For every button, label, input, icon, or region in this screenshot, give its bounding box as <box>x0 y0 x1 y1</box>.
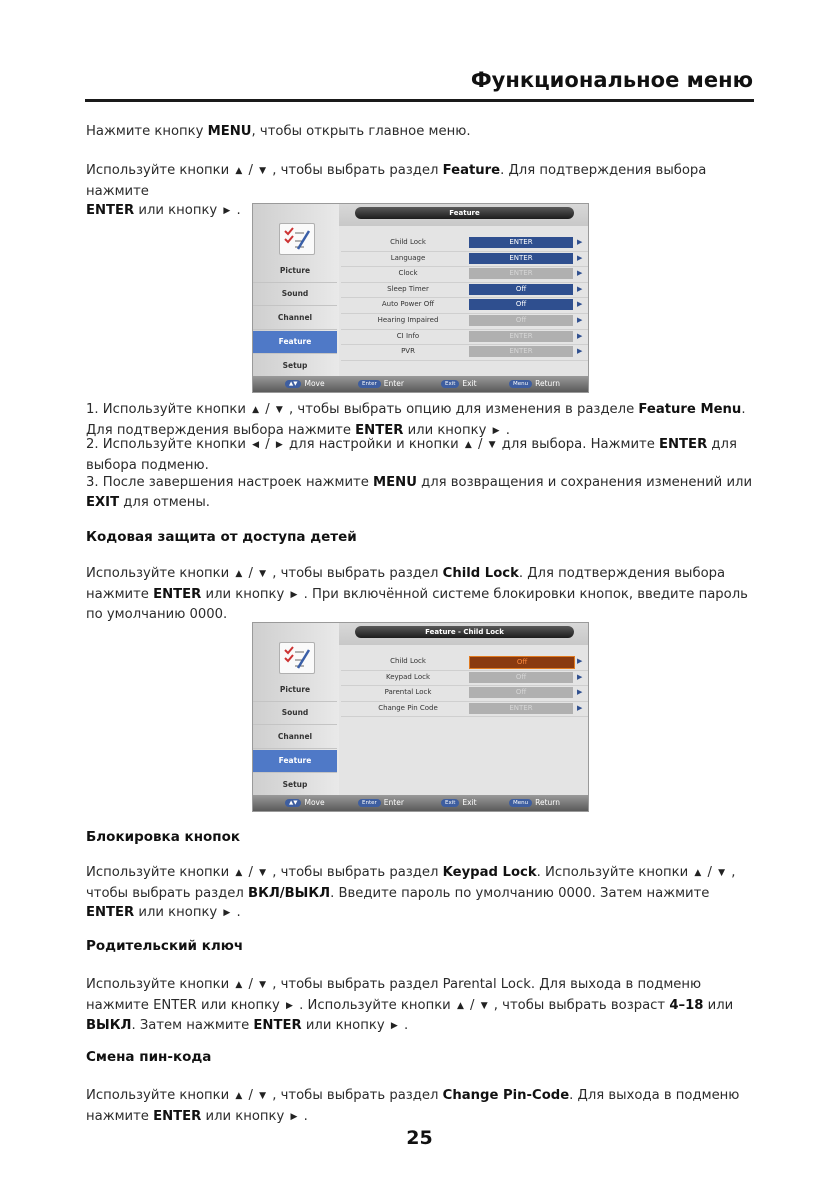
footer-return: Menu Return <box>509 795 560 811</box>
up-arrow-icon: ▲ <box>235 166 243 176</box>
up-arrow-icon: ▲ <box>252 405 260 415</box>
right-arrow-icon: ▶ <box>577 657 583 665</box>
sidebar-item-channel[interactable]: Channel <box>253 726 337 749</box>
option-label: Hearing Impaired <box>377 316 439 324</box>
footer-return: Menu Return <box>509 376 560 392</box>
page-title: Функциональное меню <box>470 68 753 92</box>
up-arrow-icon: ▲ <box>456 1000 464 1011</box>
right-arrow-icon: ▶ <box>390 1021 398 1031</box>
sidebar-item-setup[interactable]: Setup <box>253 355 337 378</box>
option-value[interactable]: ENTER <box>469 253 573 264</box>
right-arrow-icon: ▶ <box>577 347 583 356</box>
checklist-icon <box>279 223 315 255</box>
right-arrow-icon: ▶ <box>577 316 583 324</box>
step-1: 1. Используйте кнопки ▲ / ▼ , чтобы выбрать опцию для изменения в разделе Feature Menu. Для подтверждения выбора нажмите ENTER или кнопку ▶ . <box>86 400 756 441</box>
right-arrow-icon: ▶ <box>290 1111 298 1122</box>
option-label: Change Pin Code <box>378 703 438 712</box>
option-label: Sleep Timer <box>387 284 429 293</box>
step-3: 3. После завершения настроек нажмите MENU для возвращения и сохранения изменений или EXIT для отмены. <box>86 475 753 510</box>
menu-header: Feature <box>355 207 574 219</box>
menu-footer <box>253 376 588 392</box>
option-row[interactable] <box>341 344 588 361</box>
option-row[interactable] <box>341 235 588 252</box>
right-arrow-icon: ▶ <box>577 703 583 712</box>
right-arrow-icon: ▶ <box>577 672 583 681</box>
menu-footer <box>253 795 588 811</box>
pin-code-heading: Смена пин-кода <box>86 1049 212 1065</box>
option-label: Language <box>390 253 426 262</box>
up-arrow-icon: ▲ <box>235 1091 243 1101</box>
right-arrow-icon: ▶ <box>577 284 583 293</box>
down-arrow-icon: ▼ <box>259 980 267 990</box>
pin-code-text: Используйте кнопки ▲ / ▼ , чтобы выбрать раздел Change Pin-Code. Для выхода в подменю нажмите ENTER или кнопку ▶ . <box>86 1086 756 1127</box>
option-label: PVR <box>401 347 415 356</box>
sidebar-item-feature[interactable]: Feature <box>253 331 337 354</box>
right-arrow-icon: ▶ <box>577 269 583 278</box>
down-arrow-icon: ▼ <box>259 569 267 579</box>
down-arrow-icon: ▼ <box>488 440 496 450</box>
up-arrow-icon: ▲ <box>235 569 243 579</box>
sidebar-item-setup[interactable]: Setup <box>253 774 337 797</box>
right-arrow-icon: ▶ <box>275 440 283 450</box>
option-label: Parental Lock <box>384 688 432 697</box>
footer-move: ▲▼ Move <box>285 376 325 392</box>
option-value[interactable]: ENTER <box>469 331 573 342</box>
option-value[interactable]: ENTER <box>469 703 573 714</box>
right-arrow-icon: ▶ <box>290 589 298 600</box>
down-arrow-icon: ▼ <box>259 868 267 878</box>
footer-exit: Exit Exit <box>441 376 477 392</box>
option-label: Keypad Lock <box>385 672 431 681</box>
option-row[interactable] <box>341 313 588 330</box>
child-lock-menu-screenshot <box>252 622 589 812</box>
footer-enter: Enter Enter <box>358 376 404 392</box>
keypad-lock-heading: Блокировка кнопок <box>86 829 241 845</box>
up-arrow-icon: ▲ <box>235 980 243 990</box>
option-value[interactable]: ENTER <box>469 346 573 357</box>
title-rule <box>85 99 754 102</box>
right-arrow-icon: ▶ <box>577 688 583 697</box>
sidebar-item-feature[interactable]: Feature <box>253 750 337 773</box>
up-arrow-icon: ▲ <box>235 868 243 878</box>
page-number: 25 <box>406 1127 433 1149</box>
option-row[interactable] <box>341 654 588 671</box>
up-arrow-icon: ▲ <box>694 868 702 878</box>
sidebar-item-picture[interactable]: Picture <box>253 679 337 702</box>
footer-exit: Exit Exit <box>441 795 477 811</box>
right-arrow-icon: ▶ <box>223 206 231 216</box>
option-row[interactable] <box>341 670 588 687</box>
option-label: CI Info <box>396 331 420 340</box>
option-row[interactable] <box>341 685 588 702</box>
option-label: Clock <box>398 269 418 278</box>
up-arrow-icon: ▲ <box>464 440 472 450</box>
child-lock-text: Используйте кнопки ▲ / ▼ , чтобы выбрать раздел Child Lock. Для подтверждения выбора нажмите ENTER или кнопку ▶ . При включённой системе блокировки кнопок, введите пароль по умолчанию 0000. <box>86 566 748 622</box>
footer-enter: Enter Enter <box>358 795 404 811</box>
option-label: Child Lock <box>390 238 426 246</box>
option-label: Auto Power Off <box>381 300 435 309</box>
sidebar-item-sound[interactable]: Sound <box>253 702 337 725</box>
option-row[interactable] <box>341 297 588 314</box>
option-value[interactable]: Off <box>469 284 573 295</box>
down-arrow-icon: ▼ <box>259 1091 267 1101</box>
feature-menu-screenshot <box>252 203 589 393</box>
option-value[interactable]: Off <box>469 687 573 698</box>
intro-paragraph-2: Используйте кнопки ▲ / ▼ , чтобы выбрать раздел Feature. Для подтверждения выбора нажмите ENTER или кнопку ▶ . <box>86 161 756 222</box>
parental-lock-text: Используйте кнопки ▲ / ▼ , чтобы выбрать раздел Parental Lock. Для выхода в подменю нажмите ENTER или кнопку ▶ . Используйте кнопки ▲ / ▼ , чтобы выбрать возраст 4–18 или ВЫКЛ. Затем нажмите ENTER или кнопку ▶ . <box>86 975 756 1037</box>
sidebar-item-channel[interactable]: Channel <box>253 307 337 330</box>
step-2: 2. Используйте кнопки ◀ / ▶ для настройки и кнопки ▲ / ▼ для выбора. Нажмите ENTER для выбора подменю. <box>86 437 737 473</box>
option-row[interactable] <box>341 701 588 718</box>
child-lock-heading: Кодовая защита от доступа детей <box>86 529 357 545</box>
left-arrow-icon: ◀ <box>252 440 260 450</box>
option-row[interactable] <box>341 266 588 283</box>
down-arrow-icon: ▼ <box>259 166 267 176</box>
down-arrow-icon: ▼ <box>480 1000 488 1011</box>
option-value[interactable]: Off <box>469 656 575 669</box>
checklist-icon <box>279 642 315 674</box>
right-arrow-icon: ▶ <box>577 300 583 309</box>
keypad-lock-text: Используйте кнопки ▲ / ▼ , чтобы выбрать раздел Keypad Lock. Используйте кнопки ▲ / ▼ , чтобы выбрать раздел ВКЛ/ВЫКЛ. Введите пароль по умолчанию 0000. Затем нажмите ENTER или кнопку ▶ . <box>86 863 756 924</box>
menu-header: Feature - Child Lock <box>355 626 574 638</box>
right-arrow-icon: ▶ <box>577 331 583 340</box>
right-arrow-icon: ▶ <box>286 1000 293 1011</box>
option-row[interactable] <box>341 329 588 346</box>
sidebar-item-picture[interactable]: Picture <box>253 260 337 283</box>
option-value[interactable]: ENTER <box>469 268 573 279</box>
parental-lock-heading: Родительский ключ <box>86 938 244 954</box>
right-arrow-icon: ▶ <box>577 238 583 246</box>
option-row[interactable] <box>341 282 588 299</box>
option-value[interactable]: Off <box>469 315 573 326</box>
option-value[interactable]: Off <box>469 299 573 310</box>
option-row[interactable] <box>341 251 588 268</box>
option-label: Child Lock <box>390 657 426 665</box>
footer-move: ▲▼ Move <box>285 795 325 811</box>
option-value[interactable]: ENTER <box>469 237 573 248</box>
right-arrow-icon: ▶ <box>492 425 500 436</box>
option-value[interactable]: Off <box>469 672 573 683</box>
right-arrow-icon: ▶ <box>223 908 231 918</box>
down-arrow-icon: ▼ <box>275 405 283 415</box>
intro-paragraph-1: Нажмите кнопку MENU, чтобы открыть главное меню. <box>86 124 471 139</box>
right-arrow-icon: ▶ <box>577 253 583 262</box>
down-arrow-icon: ▼ <box>718 868 726 878</box>
sidebar-item-sound[interactable]: Sound <box>253 283 337 306</box>
